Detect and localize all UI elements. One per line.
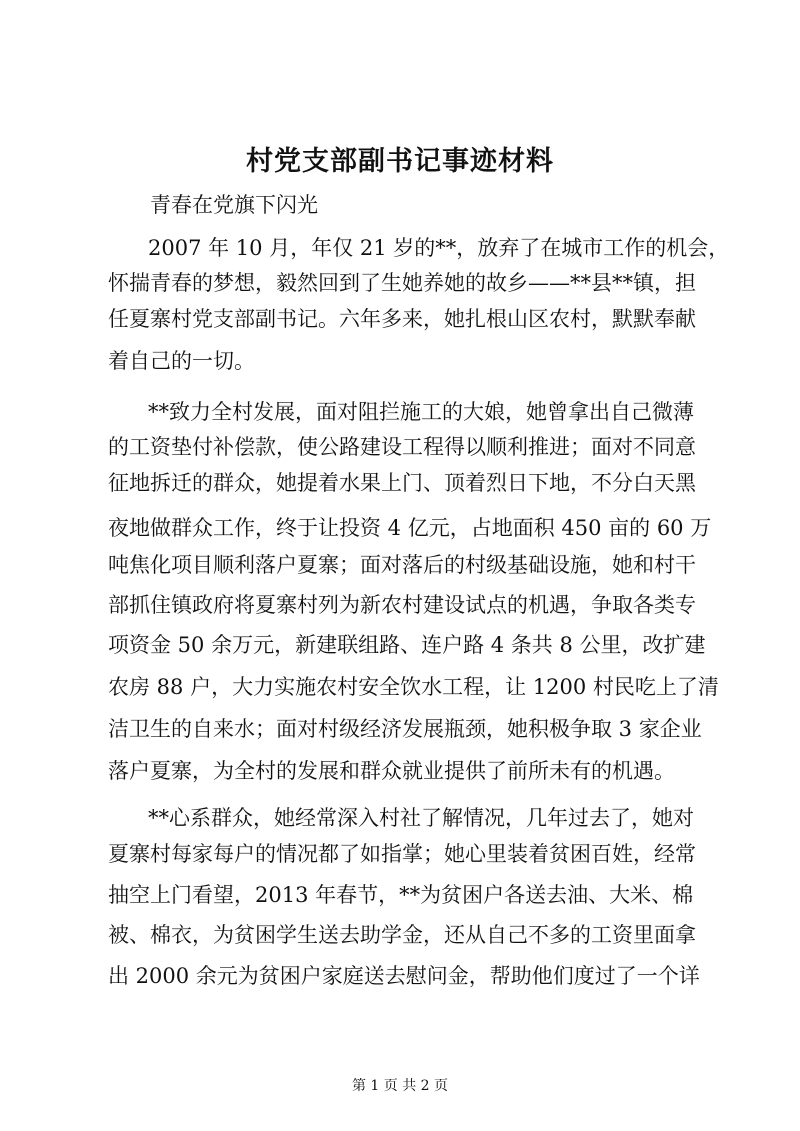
text-line: 项资金 50 余万元，新建联组路、连户路 4 条共 8 公里，改扩建 [108, 633, 706, 657]
subtitle-text: 青春在党旗下闪光 [150, 193, 318, 217]
text-line: 夜地做群众工作，终于让投资 4 亿元，占地面积 450 亩的 60 万 [108, 516, 712, 540]
text-line: 部抓住镇政府将夏寨村列为新农村建设试点的机遇，争取各类专 [108, 593, 696, 617]
text-line: 农房 88 户，大力实施农村安全饮水工程，让 1200 村民吃上了清 [108, 675, 719, 699]
text-line: **致力全村发展，面对阻拦施工的大娘，她曾拿出自己微薄 [148, 400, 694, 424]
text-line: 吨焦化项目顺利落户夏寨；面对落后的村级基础设施，她和村干 [108, 553, 696, 577]
text-line: 夏寨村每家每户的情况都了如指掌；她心里装着贫困百姓，经常 [108, 842, 696, 866]
document-title: 村党支部副书记事迹材料 [246, 146, 554, 177]
text-line: 的工资垫付补偿款，使公路建设工程得以顺利推进；面对不同意 [108, 435, 696, 459]
text-line: 怀揣青春的梦想，毅然回到了生她养她的故乡——**县**镇，担 [108, 271, 696, 295]
text-line: 落户夏寨，为全村的发展和群众就业提供了前所未有的机遇。 [108, 759, 675, 783]
text-line: 2007 年 10 月，年仅 21 岁的**，放弃了在城市工作的机会， [148, 236, 730, 260]
text-line: 任夏寨村党支部副书记。六年多来，她扎根山区农村，默默奉献 [108, 307, 696, 331]
text-line: 抽空上门看望，2013 年春节，**为贫困户各送去油、大米、棉 [108, 883, 694, 907]
text-line: 出 2000 余元为贫困户家庭送去慰问金，帮助他们度过了一个详 [108, 964, 700, 988]
text-line: 洁卫生的自来水；面对村级经济发展瓶颈，她积极争取 3 家企业 [108, 717, 702, 741]
text-line: **心系群众，她经常深入村社了解情况，几年过去了，她对 [148, 806, 694, 830]
text-line: 着自己的一切。 [108, 349, 255, 373]
page-footer: 第 1 页 共 2 页 [351, 1078, 449, 1094]
text-line: 被、棉衣，为贫困学生送去助学金，还从自己不多的工资里面拿 [108, 923, 696, 947]
text-line: 征地拆迁的群众，她提着水果上门、顶着烈日下地，不分白天黑 [108, 471, 696, 495]
